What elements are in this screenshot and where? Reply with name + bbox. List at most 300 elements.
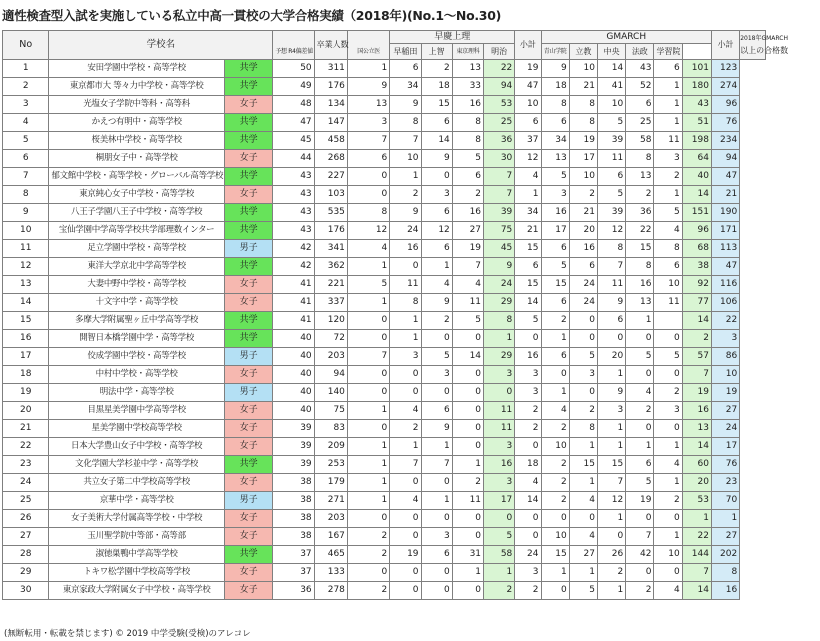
- soukei-kokkoritsu-i: 1: [347, 258, 389, 276]
- gmarch-chuo: 39: [597, 204, 625, 222]
- total-count: 1: [711, 510, 739, 528]
- graduates-count: 311: [314, 60, 347, 78]
- total-count: 76: [711, 456, 739, 474]
- deviation-value: 41: [273, 294, 314, 312]
- gmarch-aoyama: 13: [541, 150, 569, 168]
- row-no: 26: [3, 510, 49, 528]
- deviation-value: 40: [273, 366, 314, 384]
- soukei-kokkoritsu-i: 0: [347, 168, 389, 186]
- soukei-riko: 16: [452, 96, 483, 114]
- soukei-waseda: 0: [390, 528, 421, 546]
- deviation-value: 49: [273, 78, 314, 96]
- soukei-waseda: 1: [390, 330, 421, 348]
- soukei-subtotal: 8: [484, 312, 515, 330]
- gmarch-gakushuin: 4: [654, 456, 682, 474]
- gmarch-subtotal: 14: [682, 312, 711, 330]
- soukei-kokkoritsu-i: 7: [347, 348, 389, 366]
- gmarch-subtotal: 53: [682, 492, 711, 510]
- graduates-count: 75: [314, 402, 347, 420]
- graduates-count: 83: [314, 420, 347, 438]
- soukei-subtotal: 17: [484, 492, 515, 510]
- deviation-value: 38: [273, 492, 314, 510]
- graduates-count: 209: [314, 438, 347, 456]
- soukei-riko: 8: [452, 132, 483, 150]
- row-no: 6: [3, 150, 49, 168]
- gmarch-meiji: 6: [515, 258, 541, 276]
- table-row: [3, 474, 820, 492]
- graduates-count: 465: [314, 546, 347, 564]
- graduates-count: 120: [314, 312, 347, 330]
- total-count: 16: [711, 582, 739, 600]
- graduates-count: 337: [314, 294, 347, 312]
- school-name: 足立学園中学校・高等学校: [49, 240, 224, 258]
- gmarch-hosei: 19: [626, 492, 654, 510]
- soukei-waseda: 3: [390, 348, 421, 366]
- gmarch-subtotal: 2: [682, 330, 711, 348]
- gmarch-rikkyo: 21: [569, 204, 597, 222]
- gender-badge: 女子: [224, 420, 272, 438]
- gmarch-meiji: 6: [515, 114, 541, 132]
- gmarch-chuo: 14: [597, 60, 625, 78]
- soukei-sophia: 9: [421, 150, 452, 168]
- soukei-subtotal: 1: [484, 330, 515, 348]
- deviation-value: 40: [273, 384, 314, 402]
- row-no: 25: [3, 492, 49, 510]
- gender-badge: 共学: [224, 258, 272, 276]
- gmarch-rikkyo: 24: [569, 294, 597, 312]
- total-count: 3: [711, 330, 739, 348]
- gmarch-meiji: 37: [515, 132, 541, 150]
- soukei-waseda: 19: [390, 546, 421, 564]
- table-row: [3, 204, 820, 222]
- gmarch-subtotal: 198: [682, 132, 711, 150]
- gmarch-meiji: 0: [515, 438, 541, 456]
- gmarch-subtotal: 151: [682, 204, 711, 222]
- gmarch-rikkyo: 0: [569, 312, 597, 330]
- row-no: 8: [3, 186, 49, 204]
- deviation-value: 41: [273, 312, 314, 330]
- soukei-waseda: 0: [390, 258, 421, 276]
- gmarch-rikkyo: 1: [569, 438, 597, 456]
- gmarch-hosei: 5: [626, 348, 654, 366]
- gmarch-chuo: 0: [597, 528, 625, 546]
- soukei-kokkoritsu-i: 0: [347, 564, 389, 582]
- gender-badge: 共学: [224, 168, 272, 186]
- gmarch-meiji: 5: [515, 312, 541, 330]
- gmarch-chuo: 12: [597, 492, 625, 510]
- soukei-kokkoritsu-i: 9: [347, 78, 389, 96]
- row-no: 13: [3, 276, 49, 294]
- header-school: 学校名: [49, 31, 273, 60]
- header-total-line1: 2018年GMARCH: [740, 35, 788, 42]
- total-count: 86: [711, 348, 739, 366]
- gmarch-meiji: 16: [515, 348, 541, 366]
- gmarch-chuo: 9: [597, 384, 625, 402]
- row-no: 15: [3, 312, 49, 330]
- gender-badge: 女子: [224, 510, 272, 528]
- table-row: [3, 114, 820, 132]
- gmarch-chuo: 1: [597, 510, 625, 528]
- gmarch-aoyama: 0: [541, 366, 569, 384]
- gmarch-hosei: 52: [626, 78, 654, 96]
- graduates-count: 221: [314, 276, 347, 294]
- gmarch-gakushuin: 0: [654, 366, 682, 384]
- gender-badge: 男子: [224, 492, 272, 510]
- gmarch-chuo: 6: [597, 312, 625, 330]
- gmarch-subtotal: 40: [682, 168, 711, 186]
- gmarch-gakushuin: 1: [654, 96, 682, 114]
- gender-badge: 共学: [224, 132, 272, 150]
- soukei-waseda: 7: [390, 132, 421, 150]
- gmarch-hosei: 2: [626, 186, 654, 204]
- header-graduates: 卒業人数: [314, 31, 347, 60]
- school-name: 玉川聖学院中等部・高等部: [49, 528, 224, 546]
- school-name: 文化学園大学杉並中学・高等学校: [49, 456, 224, 474]
- soukei-sophia: 3: [421, 366, 452, 384]
- gmarch-aoyama: 10: [541, 438, 569, 456]
- gmarch-rikkyo: 10: [569, 168, 597, 186]
- soukei-sophia: 6: [421, 402, 452, 420]
- deviation-value: 39: [273, 456, 314, 474]
- gmarch-gakushuin: 5: [654, 348, 682, 366]
- gmarch-subtotal: 96: [682, 222, 711, 240]
- soukei-waseda: 0: [390, 384, 421, 402]
- header-total: [740, 31, 789, 60]
- gmarch-gakushuin: 1: [654, 474, 682, 492]
- soukei-subtotal: 2: [484, 582, 515, 600]
- graduates-count: 268: [314, 150, 347, 168]
- soukei-waseda: 9: [390, 96, 421, 114]
- gmarch-subtotal: 19: [682, 384, 711, 402]
- gmarch-meiji: 34: [515, 204, 541, 222]
- gmarch-meiji: 15: [515, 240, 541, 258]
- soukei-kokkoritsu-i: 0: [347, 420, 389, 438]
- soukei-riko: 0: [452, 510, 483, 528]
- school-name: 桜美林中学校・高等学校: [49, 132, 224, 150]
- soukei-subtotal: 0: [484, 510, 515, 528]
- table-row: [3, 420, 820, 438]
- deviation-value: 38: [273, 528, 314, 546]
- gender-badge: 共学: [224, 222, 272, 240]
- school-name: 宝仙学園中学高等学校共学部理数インター: [49, 222, 224, 240]
- soukei-sophia: 2: [421, 60, 452, 78]
- total-count: 76: [711, 114, 739, 132]
- table-row: [3, 546, 820, 564]
- results-table: [2, 30, 820, 600]
- soukei-riko: 0: [452, 384, 483, 402]
- soukei-sophia: 15: [421, 96, 452, 114]
- gmarch-subtotal: 7: [682, 366, 711, 384]
- gender-badge: 共学: [224, 312, 272, 330]
- school-name: 女子美術大学付属高等学校・中学校: [49, 510, 224, 528]
- soukei-kokkoritsu-i: 1: [347, 60, 389, 78]
- soukei-sophia: 1: [421, 258, 452, 276]
- soukei-waseda: 0: [390, 366, 421, 384]
- gmarch-aoyama: 15: [541, 276, 569, 294]
- table-row: [3, 384, 820, 402]
- table-row: [3, 366, 820, 384]
- gender-badge: 共学: [224, 60, 272, 78]
- graduates-count: 103: [314, 186, 347, 204]
- soukei-riko: 4: [452, 276, 483, 294]
- school-name: 開智日本橋学園中学・高等学校: [49, 330, 224, 348]
- soukei-sophia: 2: [421, 312, 452, 330]
- soukei-waseda: 11: [390, 276, 421, 294]
- gmarch-hosei: 5: [626, 474, 654, 492]
- gmarch-gakushuin: 11: [654, 294, 682, 312]
- gmarch-gakushuin: 6: [654, 60, 682, 78]
- gmarch-aoyama: 17: [541, 222, 569, 240]
- header-gmarch-col-0: 明治: [484, 44, 515, 60]
- gmarch-rikkyo: 1: [569, 564, 597, 582]
- soukei-waseda: 7: [390, 456, 421, 474]
- header-gmarch-subtotal: 小計: [711, 31, 739, 60]
- gmarch-hosei: 6: [626, 456, 654, 474]
- soukei-riko: 11: [452, 492, 483, 510]
- soukei-sophia: 3: [421, 528, 452, 546]
- gmarch-hosei: 15: [626, 240, 654, 258]
- soukei-sophia: 6: [421, 240, 452, 258]
- graduates-count: 253: [314, 456, 347, 474]
- gmarch-meiji: 0: [515, 330, 541, 348]
- soukei-waseda: 8: [390, 294, 421, 312]
- row-no: 4: [3, 114, 49, 132]
- gmarch-gakushuin: 10: [654, 276, 682, 294]
- gmarch-meiji: 2: [515, 582, 541, 600]
- gmarch-aoyama: 4: [541, 402, 569, 420]
- graduates-count: 203: [314, 510, 347, 528]
- school-name: 安田学園中学校・高等学校: [49, 60, 224, 78]
- school-name: 東京都市大 等々力中学校・高等学校: [49, 78, 224, 96]
- school-name: 佼成学園中学校・高等学校: [49, 348, 224, 366]
- gmarch-subtotal: 14: [682, 438, 711, 456]
- gmarch-aoyama: 10: [541, 528, 569, 546]
- soukei-kokkoritsu-i: 1: [347, 294, 389, 312]
- deviation-value: 40: [273, 402, 314, 420]
- school-name: 目黒星美学園中学高等学校: [49, 402, 224, 420]
- school-name: 東京純心女子中学校・高等学校: [49, 186, 224, 204]
- school-name: 大妻中野中学校・高等学校: [49, 276, 224, 294]
- gmarch-meiji: 0: [515, 528, 541, 546]
- table-row: [3, 60, 820, 78]
- gmarch-meiji: 14: [515, 492, 541, 510]
- gender-badge: 女子: [224, 294, 272, 312]
- row-no: 23: [3, 456, 49, 474]
- gender-badge: 女子: [224, 528, 272, 546]
- gmarch-meiji: 3: [515, 366, 541, 384]
- gmarch-gakushuin: 0: [654, 510, 682, 528]
- gender-badge: 女子: [224, 402, 272, 420]
- row-no: 21: [3, 420, 49, 438]
- gmarch-rikkyo: 8: [569, 420, 597, 438]
- table-row: [3, 564, 820, 582]
- soukei-subtotal: 0: [484, 384, 515, 402]
- soukei-waseda: 1: [390, 168, 421, 186]
- row-no: 30: [3, 582, 49, 600]
- soukei-riko: 14: [452, 348, 483, 366]
- gmarch-subtotal: 1: [682, 510, 711, 528]
- total-count: 190: [711, 204, 739, 222]
- header-soukei-col-0: 国公立医: [347, 44, 389, 60]
- soukei-subtotal: 16: [484, 456, 515, 474]
- graduates-count: 179: [314, 474, 347, 492]
- graduates-count: 227: [314, 168, 347, 186]
- gender-badge: 女子: [224, 96, 272, 114]
- soukei-riko: 5: [452, 150, 483, 168]
- soukei-sophia: 6: [421, 546, 452, 564]
- gmarch-subtotal: 92: [682, 276, 711, 294]
- soukei-kokkoritsu-i: 2: [347, 528, 389, 546]
- gender-badge: 共学: [224, 330, 272, 348]
- gender-badge: 女子: [224, 564, 272, 582]
- school-name: 中村中学校・高等学校: [49, 366, 224, 384]
- table-row: [3, 168, 820, 186]
- gmarch-chuo: 20: [597, 348, 625, 366]
- gmarch-meiji: 2: [515, 420, 541, 438]
- gmarch-aoyama: 1: [541, 564, 569, 582]
- gmarch-rikkyo: 6: [569, 258, 597, 276]
- table-row: [3, 258, 820, 276]
- gmarch-rikkyo: 10: [569, 60, 597, 78]
- row-no: 18: [3, 366, 49, 384]
- soukei-riko: 1: [452, 564, 483, 582]
- soukei-kokkoritsu-i: 3: [347, 114, 389, 132]
- table-row: [3, 330, 820, 348]
- gmarch-subtotal: 60: [682, 456, 711, 474]
- deviation-value: 40: [273, 348, 314, 366]
- soukei-kokkoritsu-i: 12: [347, 222, 389, 240]
- deviation-value: 40: [273, 330, 314, 348]
- gmarch-hosei: 0: [626, 564, 654, 582]
- graduates-count: 203: [314, 348, 347, 366]
- gmarch-chuo: 0: [597, 330, 625, 348]
- deviation-value: 37: [273, 564, 314, 582]
- gmarch-hosei: 0: [626, 330, 654, 348]
- table-row: [3, 132, 820, 150]
- deviation-value: 48: [273, 96, 314, 114]
- gmarch-aoyama: 8: [541, 96, 569, 114]
- deviation-value: 42: [273, 240, 314, 258]
- soukei-subtotal: 58: [484, 546, 515, 564]
- total-count: 70: [711, 492, 739, 510]
- soukei-waseda: 4: [390, 492, 421, 510]
- footer-copyright: (無断転用・転載を禁じます) © 2019 中学受験(受検)のアレコレ: [4, 629, 251, 639]
- gmarch-subtotal: 38: [682, 258, 711, 276]
- table-row: [3, 402, 820, 420]
- gmarch-subtotal: 13: [682, 420, 711, 438]
- graduates-count: 362: [314, 258, 347, 276]
- gmarch-hosei: 0: [626, 510, 654, 528]
- soukei-kokkoritsu-i: 0: [347, 384, 389, 402]
- total-count: 123: [711, 60, 739, 78]
- soukei-sophia: 0: [421, 330, 452, 348]
- gmarch-gakushuin: 5: [654, 204, 682, 222]
- gmarch-gakushuin: 8: [654, 240, 682, 258]
- total-count: 202: [711, 546, 739, 564]
- total-count: 113: [711, 240, 739, 258]
- table-row: [3, 492, 820, 510]
- school-name: 東京家政大学附属女子中学校・高等学校: [49, 582, 224, 600]
- table-row: [3, 222, 820, 240]
- row-no: 24: [3, 474, 49, 492]
- gmarch-gakushuin: 1: [654, 528, 682, 546]
- soukei-sophia: 14: [421, 132, 452, 150]
- total-count: 47: [711, 258, 739, 276]
- soukei-waseda: 0: [390, 564, 421, 582]
- row-no: 22: [3, 438, 49, 456]
- gmarch-chuo: 5: [597, 186, 625, 204]
- soukei-sophia: 0: [421, 168, 452, 186]
- gmarch-aoyama: 6: [541, 114, 569, 132]
- deviation-value: 36: [273, 582, 314, 600]
- header-no: No: [3, 31, 49, 60]
- header-soukei-subtotal: 小計: [515, 31, 541, 60]
- gmarch-chuo: 10: [597, 96, 625, 114]
- gender-badge: 共学: [224, 114, 272, 132]
- total-count: 19: [711, 384, 739, 402]
- gmarch-rikkyo: 1: [569, 474, 597, 492]
- gmarch-gakushuin: [654, 312, 682, 330]
- soukei-riko: 16: [452, 204, 483, 222]
- gmarch-rikkyo: 15: [569, 456, 597, 474]
- gmarch-rikkyo: 20: [569, 222, 597, 240]
- deviation-value: 43: [273, 186, 314, 204]
- gmarch-rikkyo: 4: [569, 528, 597, 546]
- graduates-count: 278: [314, 582, 347, 600]
- gmarch-hosei: 8: [626, 150, 654, 168]
- gmarch-subtotal: 7: [682, 564, 711, 582]
- total-count: 234: [711, 132, 739, 150]
- gmarch-hosei: 42: [626, 546, 654, 564]
- gmarch-gakushuin: 3: [654, 150, 682, 168]
- soukei-riko: 0: [452, 582, 483, 600]
- gmarch-chuo: 8: [597, 240, 625, 258]
- soukei-riko: 7: [452, 258, 483, 276]
- graduates-count: 140: [314, 384, 347, 402]
- school-name: 光塩女子学院中等科・高等科: [49, 96, 224, 114]
- school-name: 八王子学園八王子中学校・高等学校: [49, 204, 224, 222]
- row-no: 14: [3, 294, 49, 312]
- school-name: かえつ有明中・高等学校: [49, 114, 224, 132]
- soukei-riko: 31: [452, 546, 483, 564]
- gmarch-meiji: 0: [515, 510, 541, 528]
- soukei-kokkoritsu-i: 7: [347, 132, 389, 150]
- deviation-value: 45: [273, 132, 314, 150]
- soukei-subtotal: 36: [484, 132, 515, 150]
- gender-badge: 女子: [224, 582, 272, 600]
- row-no: 3: [3, 96, 49, 114]
- school-name: 東洋大学京北中学高等学校: [49, 258, 224, 276]
- gmarch-subtotal: 20: [682, 474, 711, 492]
- deviation-value: 43: [273, 168, 314, 186]
- soukei-subtotal: 29: [484, 348, 515, 366]
- soukei-subtotal: 7: [484, 186, 515, 204]
- gmarch-aoyama: 5: [541, 168, 569, 186]
- gmarch-aoyama: 18: [541, 78, 569, 96]
- soukei-sophia: 5: [421, 348, 452, 366]
- row-no: 28: [3, 546, 49, 564]
- gmarch-aoyama: 2: [541, 456, 569, 474]
- total-count: 106: [711, 294, 739, 312]
- soukei-subtotal: 3: [484, 366, 515, 384]
- soukei-sophia: 3: [421, 186, 452, 204]
- graduates-count: 458: [314, 132, 347, 150]
- gmarch-aoyama: 2: [541, 420, 569, 438]
- soukei-sophia: 0: [421, 582, 452, 600]
- gmarch-meiji: 4: [515, 474, 541, 492]
- deviation-value: 44: [273, 150, 314, 168]
- gmarch-subtotal: 77: [682, 294, 711, 312]
